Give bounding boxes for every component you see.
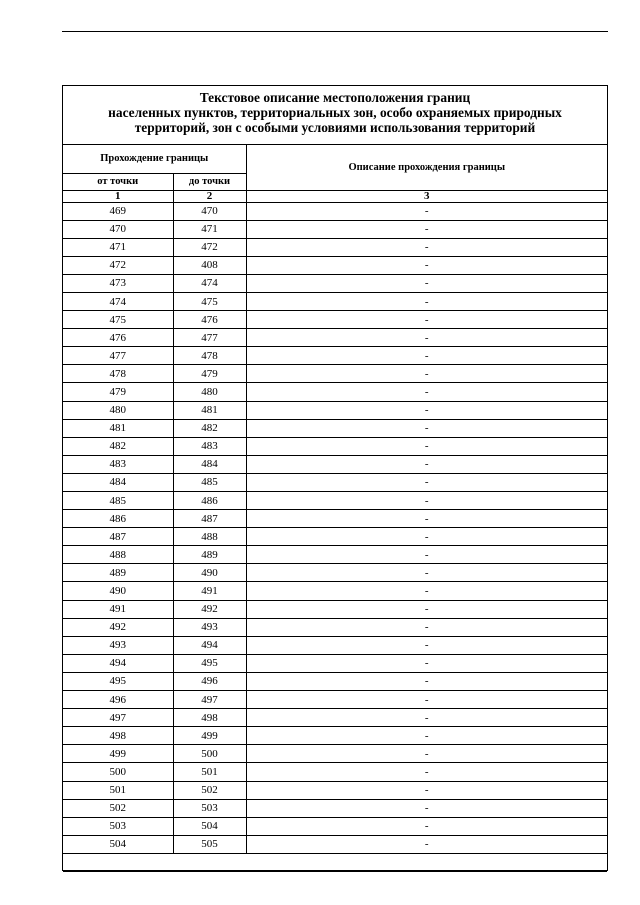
cell-to: 483 xyxy=(173,437,246,455)
boundary-table xyxy=(63,145,607,872)
cell-desc: - xyxy=(246,256,607,274)
cell-from: 479 xyxy=(63,383,173,401)
cell-desc: - xyxy=(246,546,607,564)
cell-from: 484 xyxy=(63,473,173,491)
cell-to: 488 xyxy=(173,528,246,546)
table-row xyxy=(63,492,607,510)
cell-desc: - xyxy=(246,618,607,636)
cell-to: 484 xyxy=(173,455,246,473)
cell-desc: - xyxy=(246,274,607,292)
cell-to: 504 xyxy=(173,817,246,835)
cell-from: 473 xyxy=(63,274,173,292)
cell-empty xyxy=(63,853,607,871)
cell-from: 501 xyxy=(63,781,173,799)
cell-from: 487 xyxy=(63,528,173,546)
table-row xyxy=(63,274,607,292)
cell-from: 482 xyxy=(63,437,173,455)
cell-from: 481 xyxy=(63,419,173,437)
cell-to: 475 xyxy=(173,292,246,310)
cell-from: 475 xyxy=(63,311,173,329)
table-row xyxy=(63,600,607,618)
cell-from: 470 xyxy=(63,220,173,238)
cell-from: 491 xyxy=(63,600,173,618)
cell-to: 470 xyxy=(173,202,246,220)
cell-from: 502 xyxy=(63,799,173,817)
cell-desc: - xyxy=(246,492,607,510)
cell-from: 497 xyxy=(63,709,173,727)
cell-from: 498 xyxy=(63,727,173,745)
table-row xyxy=(63,220,607,238)
table-row xyxy=(63,292,607,310)
cell-desc: - xyxy=(246,329,607,347)
cell-to: 472 xyxy=(173,238,246,256)
cell-from: 474 xyxy=(63,292,173,310)
table-row xyxy=(63,636,607,654)
table-row xyxy=(63,419,607,437)
cell-to: 493 xyxy=(173,618,246,636)
cell-from: 490 xyxy=(63,582,173,600)
cell-desc: - xyxy=(246,799,607,817)
table-row xyxy=(63,238,607,256)
cell-from: 495 xyxy=(63,672,173,690)
cell-from: 478 xyxy=(63,365,173,383)
table-row xyxy=(63,654,607,672)
cell-to: 505 xyxy=(173,835,246,853)
table-row xyxy=(63,582,607,600)
cell-from: 503 xyxy=(63,817,173,835)
cell-desc: - xyxy=(246,636,607,654)
cell-desc: - xyxy=(246,672,607,690)
cell-to: 485 xyxy=(173,473,246,491)
cell-from: 486 xyxy=(63,510,173,528)
table-row xyxy=(63,672,607,690)
table-row xyxy=(63,709,607,727)
cell-desc: - xyxy=(246,220,607,238)
cell-to: 479 xyxy=(173,365,246,383)
table-row xyxy=(63,835,607,853)
table-row xyxy=(63,528,607,546)
cell-desc: - xyxy=(246,745,607,763)
cell-from: 477 xyxy=(63,347,173,365)
cell-to: 501 xyxy=(173,763,246,781)
cell-desc: - xyxy=(246,709,607,727)
cell-from: 500 xyxy=(63,763,173,781)
cell-from: 504 xyxy=(63,835,173,853)
table-row xyxy=(63,564,607,582)
table-row xyxy=(63,383,607,401)
header-rule xyxy=(62,31,608,32)
title-line-3: территорий, зон с особыми условиями использования территорий xyxy=(134,120,536,135)
cell-desc: - xyxy=(246,311,607,329)
cell-from: 480 xyxy=(63,401,173,419)
table-row xyxy=(63,727,607,745)
cell-to: 474 xyxy=(173,274,246,292)
title-line-1: Текстовое описание местоположения границ xyxy=(199,90,471,105)
cell-to: 471 xyxy=(173,220,246,238)
table-row xyxy=(63,473,607,491)
cell-to: 494 xyxy=(173,636,246,654)
cell-desc: - xyxy=(246,510,607,528)
cell-desc: - xyxy=(246,654,607,672)
cell-to: 496 xyxy=(173,672,246,690)
table-row xyxy=(63,437,607,455)
cell-from: 493 xyxy=(63,636,173,654)
cell-desc: - xyxy=(246,292,607,310)
cell-desc: - xyxy=(246,763,607,781)
boundary-description-table-frame xyxy=(62,85,608,871)
cell-desc: - xyxy=(246,564,607,582)
table-body xyxy=(63,202,607,871)
table-row xyxy=(63,691,607,709)
table-row xyxy=(63,455,607,473)
cell-to: 502 xyxy=(173,781,246,799)
table-row xyxy=(63,401,607,419)
cell-from: 469 xyxy=(63,202,173,220)
header-col-number-2: 2 xyxy=(173,190,246,202)
cell-to: 503 xyxy=(173,799,246,817)
cell-desc: - xyxy=(246,817,607,835)
table-row xyxy=(63,618,607,636)
table-row xyxy=(63,347,607,365)
cell-from: 494 xyxy=(63,654,173,672)
cell-to: 499 xyxy=(173,727,246,745)
header-from-point: от точки xyxy=(63,173,173,190)
header-to-point: до точки xyxy=(173,173,246,190)
cell-desc: - xyxy=(246,419,607,437)
cell-desc: - xyxy=(246,473,607,491)
cell-from: 485 xyxy=(63,492,173,510)
cell-to: 495 xyxy=(173,654,246,672)
header-col-number-3: 3 xyxy=(246,190,607,202)
cell-desc: - xyxy=(246,365,607,383)
cell-to: 489 xyxy=(173,546,246,564)
cell-from: 472 xyxy=(63,256,173,274)
cell-desc: - xyxy=(246,528,607,546)
table-row-empty xyxy=(63,853,607,871)
table-row xyxy=(63,202,607,220)
table-row xyxy=(63,763,607,781)
header-description: Описание прохождения границы xyxy=(246,145,607,190)
table-row xyxy=(63,799,607,817)
cell-from: 496 xyxy=(63,691,173,709)
cell-from: 499 xyxy=(63,745,173,763)
cell-from: 489 xyxy=(63,564,173,582)
cell-to: 476 xyxy=(173,311,246,329)
cell-from: 476 xyxy=(63,329,173,347)
cell-to: 477 xyxy=(173,329,246,347)
table-row xyxy=(63,311,607,329)
table-row xyxy=(63,365,607,383)
header-col-number-1: 1 xyxy=(63,190,173,202)
table-row xyxy=(63,256,607,274)
cell-desc: - xyxy=(246,347,607,365)
cell-to: 408 xyxy=(173,256,246,274)
cell-from: 492 xyxy=(63,618,173,636)
cell-desc: - xyxy=(246,691,607,709)
cell-desc: - xyxy=(246,727,607,745)
table-row xyxy=(63,781,607,799)
cell-desc: - xyxy=(246,781,607,799)
cell-to: 482 xyxy=(173,419,246,437)
cell-to: 480 xyxy=(173,383,246,401)
cell-to: 491 xyxy=(173,582,246,600)
document-title xyxy=(63,86,607,145)
cell-desc: - xyxy=(246,238,607,256)
cell-to: 497 xyxy=(173,691,246,709)
table-row xyxy=(63,510,607,528)
cell-from: 483 xyxy=(63,455,173,473)
cell-to: 487 xyxy=(173,510,246,528)
cell-to: 478 xyxy=(173,347,246,365)
cell-to: 490 xyxy=(173,564,246,582)
cell-desc: - xyxy=(246,202,607,220)
cell-to: 486 xyxy=(173,492,246,510)
cell-to: 492 xyxy=(173,600,246,618)
cell-desc: - xyxy=(246,401,607,419)
cell-desc: - xyxy=(246,600,607,618)
table-row xyxy=(63,745,607,763)
cell-desc: - xyxy=(246,437,607,455)
title-line-2: населенных пунктов, территориальных зон, особо охраняемых природных xyxy=(108,105,562,120)
cell-from: 488 xyxy=(63,546,173,564)
header-boundary-passage: Прохождение границы xyxy=(63,145,246,173)
cell-desc: - xyxy=(246,383,607,401)
table-row xyxy=(63,546,607,564)
table-row xyxy=(63,329,607,347)
cell-to: 498 xyxy=(173,709,246,727)
cell-to: 500 xyxy=(173,745,246,763)
cell-to: 481 xyxy=(173,401,246,419)
table-row xyxy=(63,817,607,835)
cell-from: 471 xyxy=(63,238,173,256)
cell-desc: - xyxy=(246,582,607,600)
cell-desc: - xyxy=(246,455,607,473)
cell-desc: - xyxy=(246,835,607,853)
